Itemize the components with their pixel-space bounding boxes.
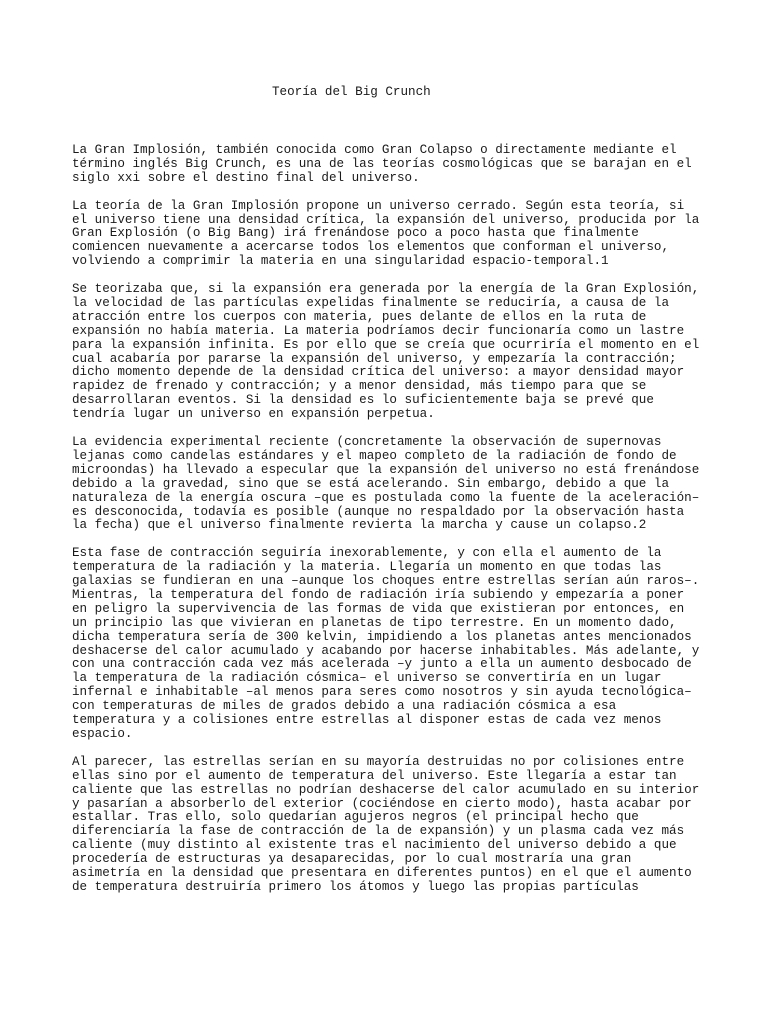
paragraph-4: La evidencia experimental reciente (concretamente la observación de supernovas lejanas como candelas estándares y el mapeo completo de la radiación de fondo de microondas) ha llevado a especular que la expansión del universo no está frenándose debido a la gravedad, sino que se está acelerando. Sin embargo, debido a que la naturaleza de la energía oscura –que es postulada como la fuente de la aceleración– es desconocida, todavía es posible (aunque no respaldado por la observación hasta la fecha) que el universo finalmente revierta la marcha y cause un colapso.2 xyxy=(72,434,700,533)
paragraph-2: La teoría de la Gran Implosión propone un universo cerrado. Según esta teoría, si el universo tiene una densidad crítica, la expansión del universo, producida por la Gran Explosión (o Big Bang) irá frenándose poco a poco hasta que finalmente comiencen nuevamente a acercarse todos los elementos que conforman el universo, volviendo a comprimir la materia en una singularidad espacio-temporal.1 xyxy=(72,198,700,269)
document-body xyxy=(72,144,712,909)
paragraph-5: Esta fase de contracción seguiría inexorablemente, y con ella el aumento de la temperatura de la radiación y la materia. Llegaría un momento en que todas las galaxias se fundieran en una –aunque los choques entre estrellas serían aún raros–. Mientras, la temperatura del fondo de radiación iría subiendo y empezaría a poner en peligro la supervivencia de las formas de vida que existieran por entonces, en un principio las que vivieran en planetas de tipo terrestre. En un momento dado, dicha temperatura sería de 300 kelvin, impidiendo a los planetas antes mencionados deshacerse del calor acumulado y acabando por hacerse inhabitables. Más adelante, y con una contracción cada vez más acelerada –y junto a ella un aumento desbocado de la temperatura de la radiación cósmica– el universo se convertiría en un lugar infernal e inhabitable –al menos para seres como nosotros y sin ayuda tecnológica– con temperaturas de miles de grados debido a una radiación cósmica a esa temperatura y a colisiones entre estrellas al disponer estas de cada vez menos espacio. xyxy=(72,546,700,741)
paragraph-3: Se teorizaba que, si la expansión era generada por la energía de la Gran Explosión, la velocidad de las partículas expelidas finalmente se reduciría, a causa de la atracción entre los cuerpos con materia, pues delante de ellos en la ruta de expansión no había materia. La materia podríamos decir funcionaría como un lastre para la expansión infinita. Es por ello que se creía que ocurriría el momento en el cual acabaría por pararse la expansión del universo, y empezaría la contracción; dicho momento depende de la densidad crítica del universo: a mayor densidad mayor rapidez de frenado y contracción; y a menor densidad, más tiempo para que se desarrollaran eventos. Si la densidad es lo suficientemente baja se prevé que tendría lugar un universo en expansión perpetua. xyxy=(72,282,700,422)
paragraph-1: La Gran Implosión, también conocida como Gran Colapso o directamente mediante el término inglés Big Crunch, es una de las teorías cosmológicas que se barajan en el siglo xxi sobre el destino final del universo. xyxy=(72,143,692,185)
document-title: Teoría del Big Crunch xyxy=(272,85,431,99)
paragraph-6: Al parecer, las estrellas serían en su mayoría destruidas no por colisiones entre ellas sino por el aumento de temperatura del universo. Este llegaría a estar tan caliente que las estrellas no podrían deshacerse del calor acumulado en su interior y pasarían a absorberlo del exterior (cociéndose en cierto modo), hasta acabar por estallar. Tras ello, solo quedarían agujeros negros (el principal hecho que diferenciaría la fase de contracción de la de expansión) y un plasma cada vez más caliente (muy distinto al existente tras el nacimiento del universo debido a que procedería de estructuras ya desaparecidas, por lo cual mostraría una gran asimetría en la densidad que presentara en diferentes puntos) en el que el aumento de temperatura destruiría primero los átomos y luego las propias partículas xyxy=(72,754,700,894)
